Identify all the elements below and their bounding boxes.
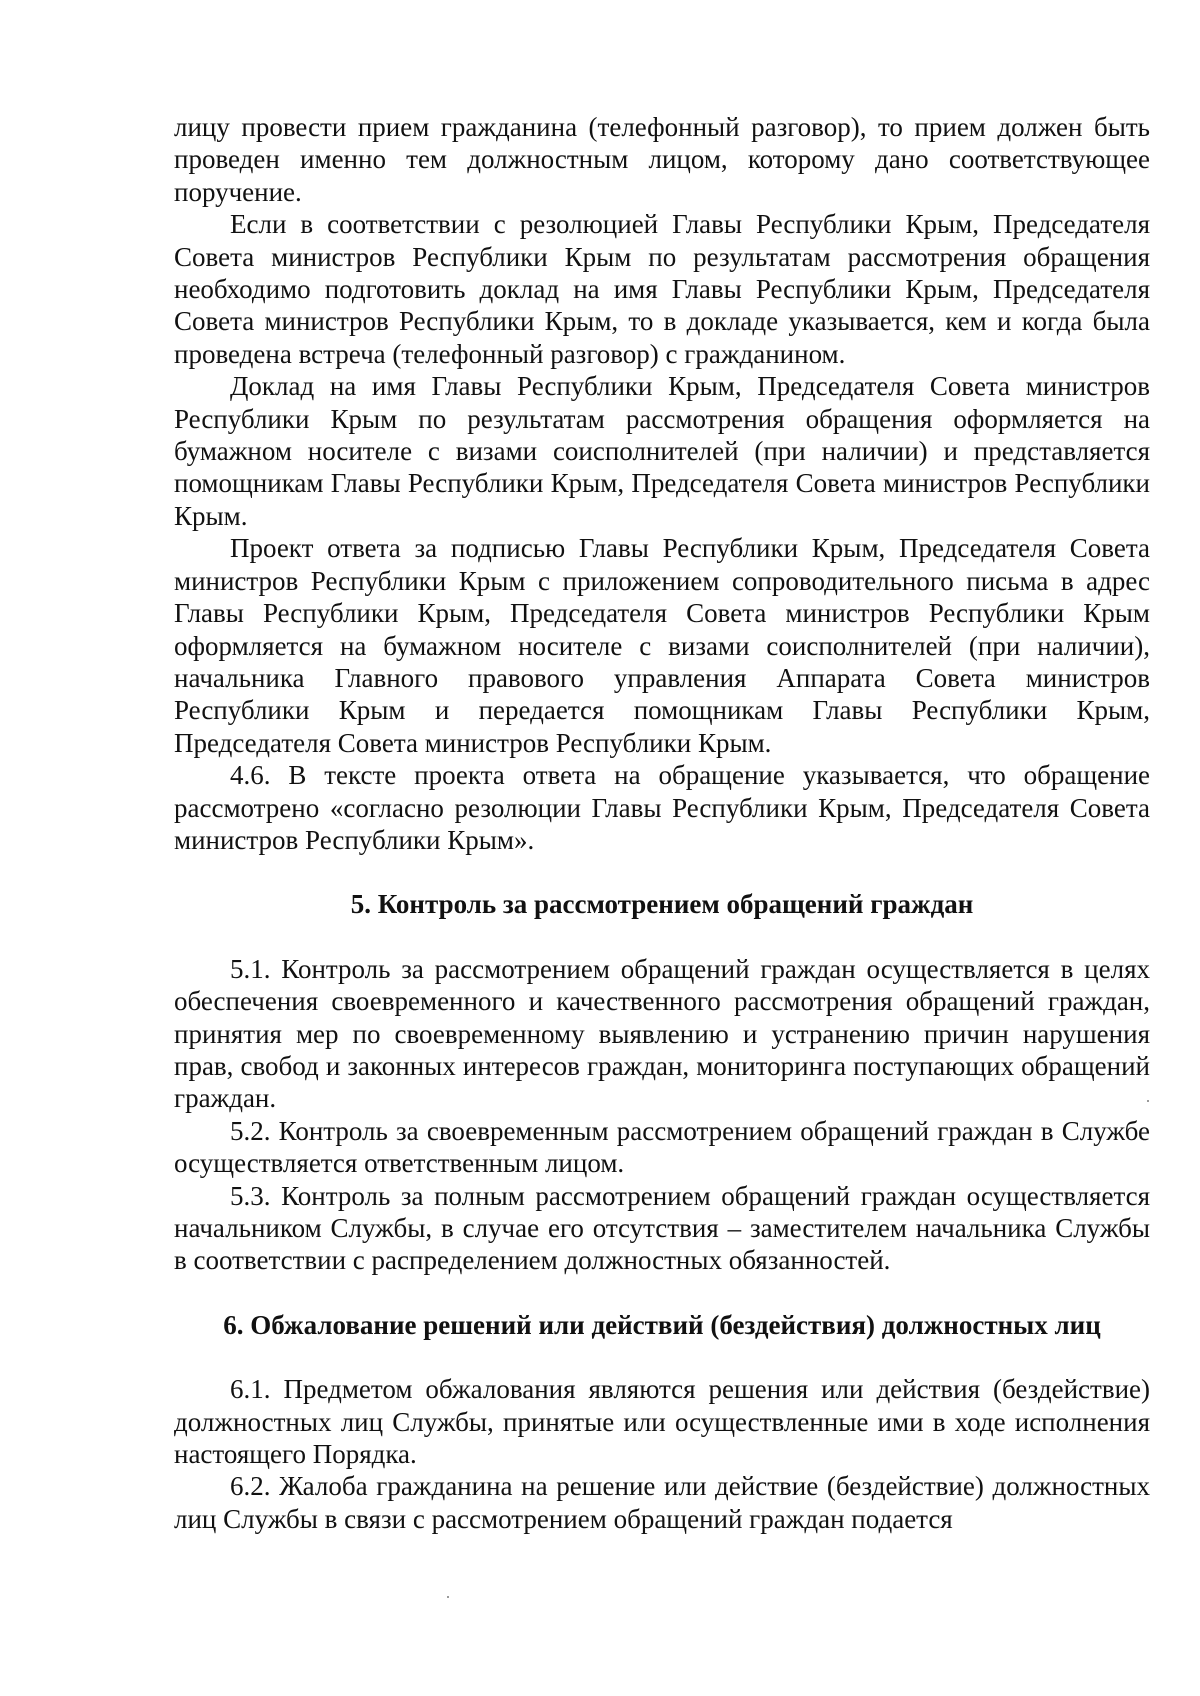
paragraph-report-format: Доклад на имя Главы Республики Крым, Председателя Совета министров Республики Крым по результатам рассмотрения обращения оформляется на бумажном носителе с визами соисполнителей (при наличии) и представляется помощникам Главы Республики Крым, Председателя Совета министров Республики Крым.: [174, 371, 1150, 531]
paragraph-6-2: 6.2. Жалоба гражданина на решение или действие (бездействие) должностных лиц Службы в связи с рассмотрением обращений граждан подается: [174, 1471, 1150, 1534]
paragraph-report-meeting: Если в соответствии с резолюцией Главы Республики Крым, Председателя Совета министров Республики Крым по результатам рассмотрения обращения необходимо подготовить доклад на имя Главы Республики Крым, Председателя Совета министров Республики Крым, то в докладе указывается, кем и когда была проведена встреча (телефонный разговор) с гражданином.: [174, 209, 1150, 369]
paragraph-6-1: 6.1. Предметом обжалования являются решения или действия (бездействие) должностных лиц Службы, принятые или осуществленные ими в ходе исполнения настоящего Порядка.: [174, 1374, 1150, 1470]
section-6-heading: 6. Обжалование решений или действий (бездействия) должностных лиц: [223, 1309, 1101, 1340]
paragraph-5-3: 5.3. Контроль за полным рассмотрением обращений граждан осуществляется начальником Службы, в случае его отсутствия – заместителем начальника Службы в соответствии с распределением должностных обязанностей.: [174, 1180, 1150, 1276]
paragraph-4-6: 4.6. В тексте проекта ответа на обращение указывается, что обращение рассмотрено «согласно резолюции Главы Республики Крым, Председателя Совета министров Республики Крым».: [174, 760, 1150, 855]
scan-speck: [1147, 1100, 1149, 1102]
paragraph-continuation: лицу провести прием гражданина (телефонный разговор), то прием должен быть проведен именно тем должностным лицом, которому дано соответствующее поручение.: [174, 112, 1150, 207]
paragraph-5-1: 5.1. Контроль за рассмотрением обращений граждан осуществляется в целях обеспечения своевременного и качественного рассмотрения обращений граждан, принятия мер по своевременному выявлению и устранению причин нарушения прав, свобод и законных интересов граждан, мониторинга поступающих обращений граждан.: [174, 953, 1150, 1114]
document-body: [174, 111, 1150, 1535]
paragraph-draft-answer: Проект ответа за подписью Главы Республики Крым, Председателя Совета министров Республики Крым с приложением сопроводительного письма в адрес Главы Республики Крым, Председателя Совета министров Республики Крым оформляется на бумажном носителе с визами соисполнителей (при наличии), начальника Главного правового управления Аппарата Совета министров Республики Крым и передается помощникам Главы Республики Крым, Председателя Совета министров Республики Крым.: [174, 533, 1150, 758]
section-5-heading: 5. Контроль за рассмотрением обращений граждан: [350, 889, 974, 920]
paragraph-5-2: 5.2. Контроль за своевременным рассмотрением обращений граждан в Службе осуществляется ответственным лицом.: [174, 1115, 1150, 1179]
scan-speck: [447, 1596, 449, 1598]
